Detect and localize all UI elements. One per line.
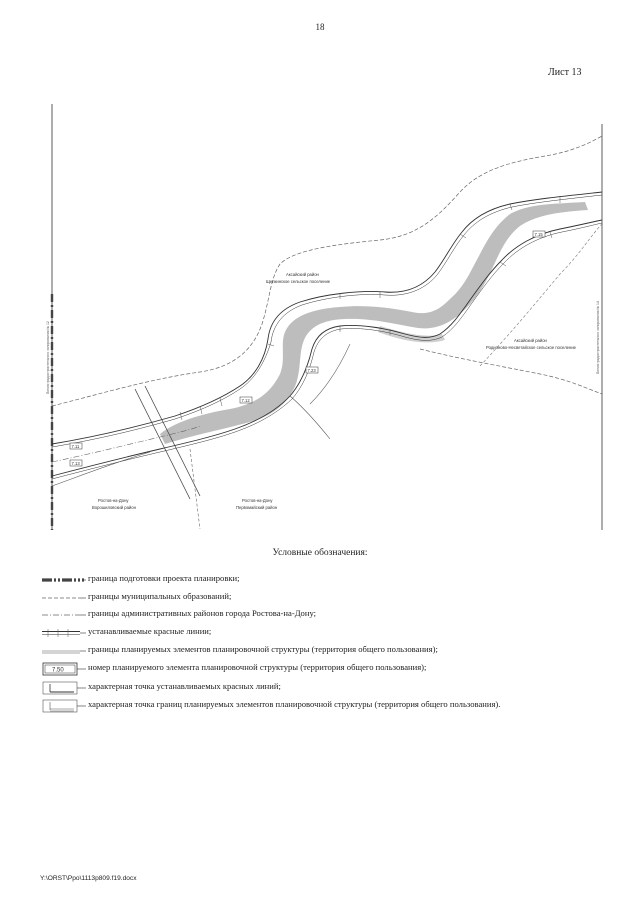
- river-branch: [378, 326, 445, 342]
- element-number-symbol: [40, 661, 86, 677]
- legend-item-admin-district-boundary: границы административных районов города Ростова-на-Дону;: [40, 607, 600, 623]
- right-margin-note: Линия градостроительного зонирования № 14: [596, 301, 600, 374]
- svg-text:7.50: 7.50: [52, 667, 64, 674]
- legend-item-element-boundary-point: характерная точка границ планируемых элементов планировочной структуры (территория общего пользования).: [40, 698, 600, 724]
- legend-item-project-boundary: граница подготовки проекта планировки;: [40, 572, 600, 588]
- label-settlement-rodionovo: Родионово-Несветайское сельское поселение: [486, 345, 576, 350]
- svg-text:7.11: 7.11: [71, 443, 80, 449]
- admin-district-boundary-symbol: [40, 607, 86, 623]
- legend-item-planning-element-boundary: границы планируемых элементов планировочной структуры (территория общего пользования);: [40, 643, 600, 659]
- label-district-aksai-1: Аксайский район: [286, 272, 319, 277]
- footer-file-path: Y:\ORST\Ppo\1113p809.f19.docx: [40, 875, 137, 882]
- legend-item-red-line-point: характерная точка устанавливаемых красных линий;: [40, 680, 600, 696]
- project-boundary-symbol: [40, 572, 86, 588]
- municipal-boundary-line: [52, 136, 602, 406]
- label-district-voroshilov: Ворошиловский район: [92, 505, 136, 510]
- label-district-pervomay: Первомайский район: [236, 505, 278, 510]
- label-district-aksai-2: Аксайский район: [514, 338, 547, 343]
- sheet-label: Лист 13: [548, 67, 582, 78]
- legend-item-red-lines: устанавливаемые красные линии;: [40, 625, 600, 641]
- left-margin-note: Линия градостроительного зонирования № 12: [46, 321, 50, 394]
- label-settlement-shchepkin: Щепкинское сельское поселение: [266, 279, 331, 284]
- svg-text:7.23: 7.23: [307, 367, 316, 373]
- planning-element-boundary-symbol: [40, 643, 86, 659]
- legend-item-element-number: 7.50 номер планируемого элемента планировочной структуры (территория общего пользования);: [40, 661, 600, 677]
- label-city-rostov-1: Ростов-на-Дону: [98, 498, 129, 503]
- red-line-point-symbol: [40, 680, 86, 696]
- river-area: [160, 202, 588, 444]
- element-boundary-point-symbol: [40, 698, 86, 714]
- svg-text:7.12: 7.12: [241, 397, 250, 403]
- legend-item-municipal-boundary: границы муниципальных образований;: [40, 590, 600, 606]
- label-city-rostov-2: Ростов-на-Дону: [242, 498, 273, 503]
- svg-text:7.13: 7.13: [71, 460, 80, 466]
- red-lines-symbol: [40, 625, 86, 641]
- planning-map: [40, 104, 606, 530]
- page-number: 18: [315, 22, 325, 32]
- legend-title: Условные обозначения:: [272, 548, 368, 558]
- svg-text:7.15: 7.15: [534, 231, 543, 237]
- municipal-boundary-symbol: [40, 590, 86, 606]
